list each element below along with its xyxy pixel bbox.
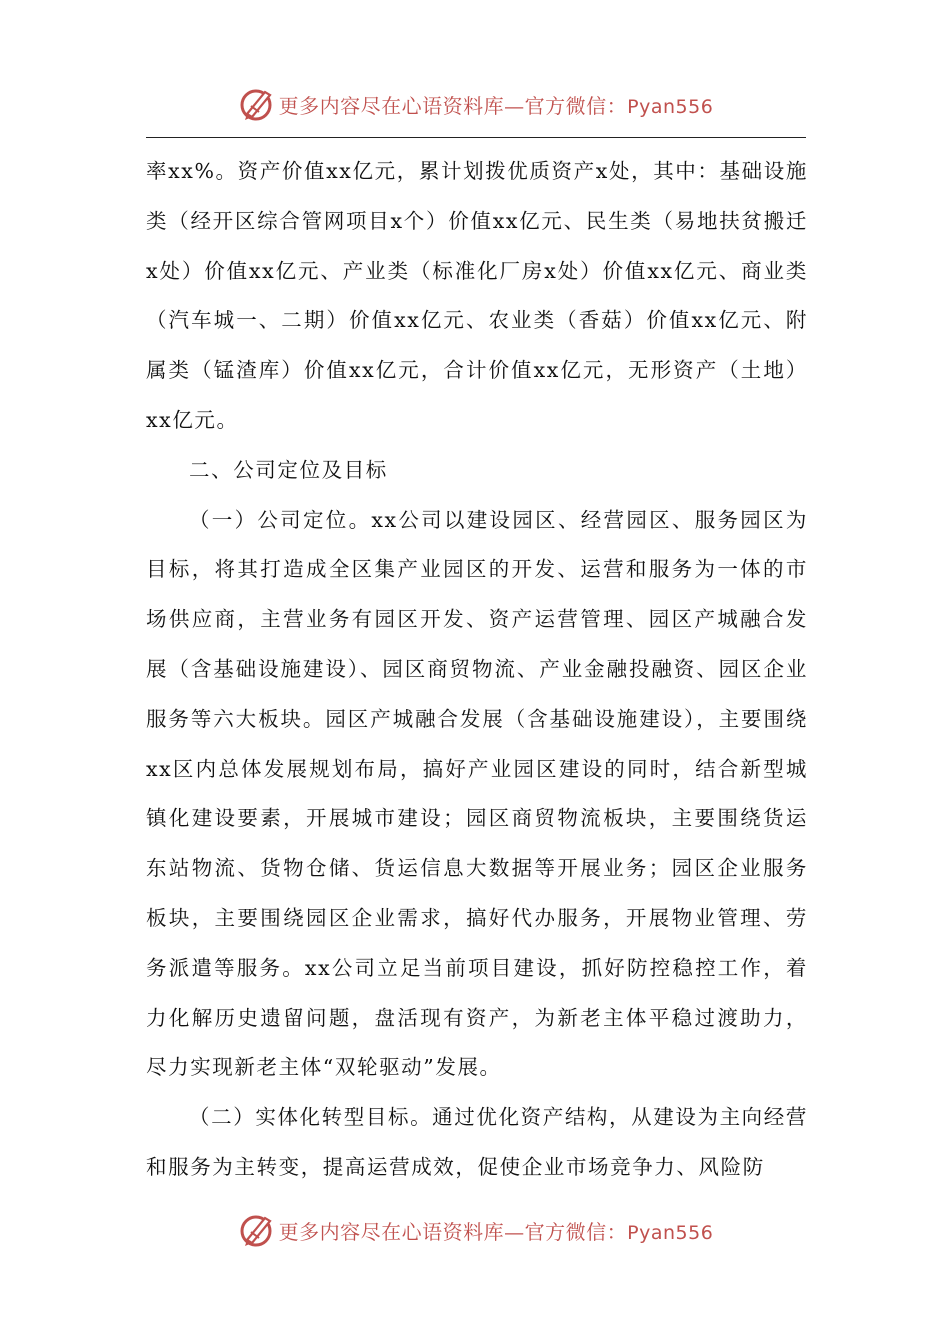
banner-wechat-id: Pyan556	[627, 95, 714, 118]
header-banner	[0, 84, 950, 124]
body-paragraph: 率xx%。资产价值xx亿元，累计划拨优质资产x处，其中：基础设施类（经开区综合管网项目x个）价值xx亿元、民生类（易地扶贫搬迁x处）价值xx亿元、产业类（标准化厂房x处）价值xx亿元、商业类（汽车城一、二期）价值xx亿元、农业类（香菇）价值xx亿元、附属类（锰渣库）价值xx亿元，合计价值xx亿元，无形资产（土地）xx亿元。	[146, 159, 808, 432]
body-paragraph: （一）公司定位。xx公司以建设园区、经营园区、服务园区为目标，将其打造成全区集产业园区的开发、运营和服务为一体的市场供应商，主营业务有园区开发、资产运营管理、园区产城融合发展（含基础设施建设）、园区商贸物流、产业金融投融资、园区企业服务等六大板块。园区产城融合发展（含基础设施建设），主要围绕xx区内总体发展规划布局，搞好产业园区建设的同时，结合新型城镇化建设要素，开展城市建设；园区商贸物流板块，主要围绕货运东站物流、货物仓储、货运信息大数据等开展业务；园区企业服务板块，主要围绕园区企业需求，搞好代办服务，开展物业管理、劳务派遣等服务。xx公司立足当前项目建设，抓好防控稳控工作，着力化解历史遗留问题，盘活现有资产，为新老主体平稳过渡助力，尽力实现新老主体“双轮驱动”发展。	[146, 507, 808, 1080]
banner-wechat-id: Pyan556	[627, 1221, 714, 1244]
banner-text: 更多内容尽在心语资料库—官方微信：	[278, 1219, 628, 1244]
section-heading: 二、公司定位及目标	[189, 457, 388, 482]
header-divider	[146, 137, 806, 138]
document-body	[146, 147, 808, 1193]
banner-text: 更多内容尽在心语资料库—官方微信：	[278, 93, 628, 118]
body-paragraph: （二）实体化转型目标。通过优化资产结构，从建设为主向经营和服务为主转变，提高运营成效，促使企业市场竞争力、风险防	[146, 1105, 808, 1179]
pen-logo-icon	[237, 1210, 277, 1250]
pen-logo-icon	[237, 84, 277, 124]
footer-banner	[0, 1210, 950, 1250]
